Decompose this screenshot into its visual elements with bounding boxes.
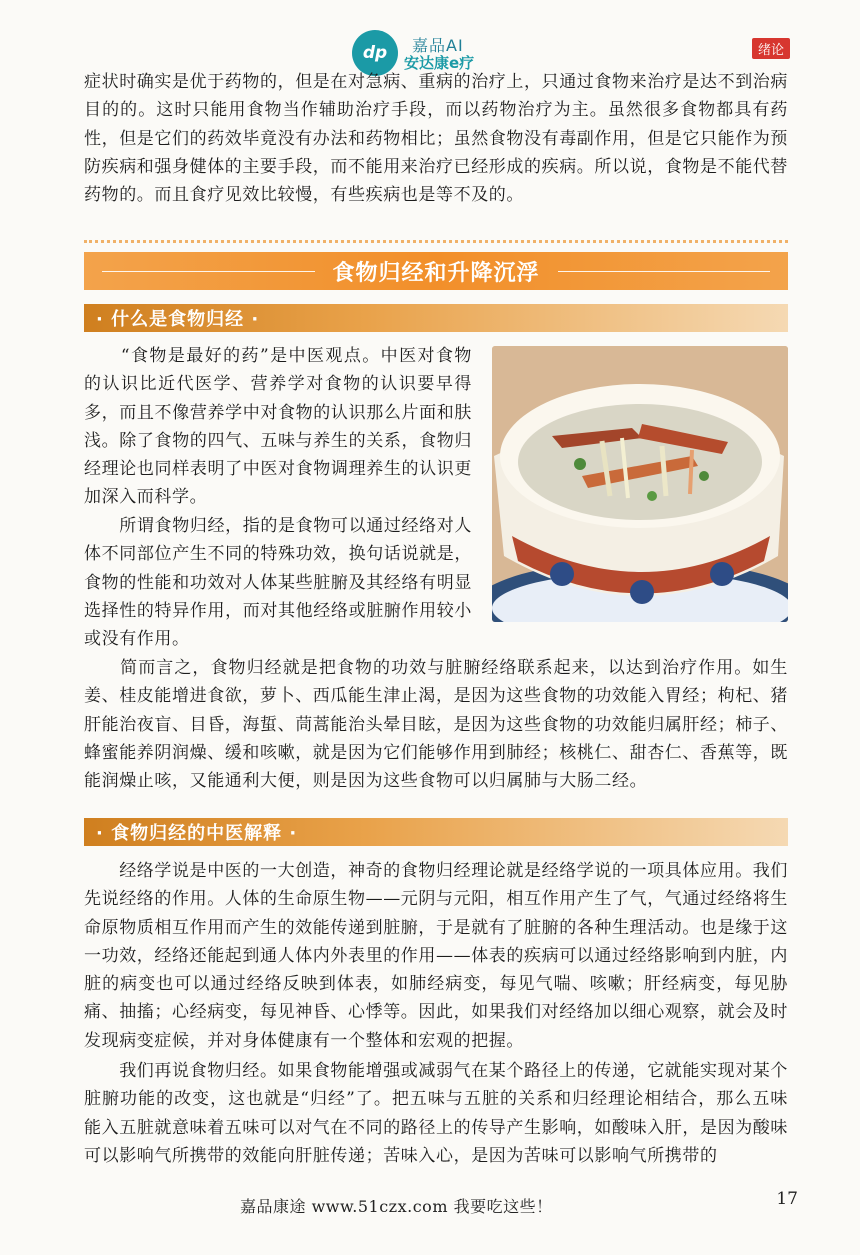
brand-name: 嘉品AI <box>412 36 464 55</box>
paragraph-1: 症状时确实是优于药物的，但是在对急病、重病的治疗上，只通过食物来治疗是达不到治病目的的。这时只能用食物当作辅助治疗手段，而以药物治疗为主。虽然很多食物都具有药性，但是它们的药效毕竟没有办法和药物相比；虽然食物没有毒副作用，但是它只能作为预防疾病和强身健体的主要手段，而不能用来治疗已经形成的疾病。所以说，食物是不能代替药物的。而且食疗见效比较慢，有些疾病也是等不及的。 <box>84 72 788 206</box>
paragraph-4: 简而言之，食物归经就是把食物的功效与脏腑经络联系起来，以达到治疗作用。如生姜、桂皮能增进食欲，萝卜、西瓜能生津止渴，是因为这些食物的功效能入胃经；枸杞、猪肝能治夜盲、目昏，海蜇、茼蒿能治头晕目眩，是因为这些食物的功效能归属肝经；柿子、蜂蜜能养阴润燥、缓和咳嗽，就是因为它们能够作用到肺经；核桃仁、甜杏仁、香蕉等，既能润燥止咳，又能通利大便，则是因为这些食物可以归属肺与大肠二经。 <box>84 658 788 792</box>
subheading-1 <box>84 304 788 332</box>
soup-bowl-photo <box>492 346 788 622</box>
paragraph-2: “食物是最好的药”是中医观点。中医对食物的认识比近代医学、营养学对食物的认识要早得多，而且不像营养学中对食物的认识那么片面和肤浅。除了食物的四气、五味与养生的关系，食物归经理论也同样表明了中医对食物调理养生的认识更加深入而科学。 <box>84 346 472 508</box>
soup-bowl-illustration <box>492 346 788 622</box>
dotted-divider <box>84 240 788 243</box>
section-tag: 绪论 <box>752 38 790 59</box>
section-banner <box>84 252 788 290</box>
page-number: 17 <box>776 1189 798 1209</box>
section-title: 食物归经和升降沉浮 <box>332 260 540 286</box>
brand-logo-icon: dp <box>352 30 398 76</box>
footer-text: 嘉品康途 www.51czx.com 我要吃这些！ <box>240 1197 553 1216</box>
paragraph-3: 所谓食物归经，指的是食物可以通过经络对人体不同部位产生不同的特殊功效，换句话说就是，食物的性能和功效对人体某些脏腑及其经络有明显选择性的特异作用，而对其他经络或脏腑作用较小或没有作用。 <box>84 516 472 650</box>
brand-subtitle: 安达康e疗 <box>404 54 475 72</box>
subheading-2-text: · 食物归经的中医解释 · <box>96 823 298 844</box>
banner-line-left <box>102 271 315 272</box>
subheading-2 <box>84 818 788 846</box>
paragraph-5: 经络学说是中医的一大创造，神奇的食物归经理论就是经络学说的一项具体应用。我们先说经络的作用。人体的生命原生物——元阴与元阳，相互作用产生了气，气通过经络将生命原物质相互作用而产生的效能传递到脏腑，于是就有了脏腑的各种生理活动。也是缘于这一功效，经络还能起到通人体内外表里的作用——体表的疾病可以通过经络影响到内脏，内脏的病变也可以通过经络反映到体表，如肺经病变，每见气喘、咳嗽；肝经病变，每见胁痛、抽搐；心经病变，每见神昏、心悸等。因此，如果我们对经络加以细心观察，就会及时发现病变症候，并对身体健康有一个整体和宏观的把握。 <box>84 861 788 1051</box>
subheading-1-text: · 什么是食物归经 · <box>96 309 260 330</box>
paragraph-6: 我们再说食物归经。如果食物能增强或减弱气在某个路径上的传递，它就能实现对某个脏腑功能的改变，这也就是“归经”了。把五味与五脏的关系和归经理论相结合，那么五味能入五脏就意味着五味可以对气在不同的路径上的传导产生影响，如酸味入肝，是因为酸味可以影响气所携带的效能向肝脏传递；苦味入心，是因为苦味可以影响气所携带的 <box>84 1061 788 1166</box>
banner-line-right <box>558 271 771 272</box>
